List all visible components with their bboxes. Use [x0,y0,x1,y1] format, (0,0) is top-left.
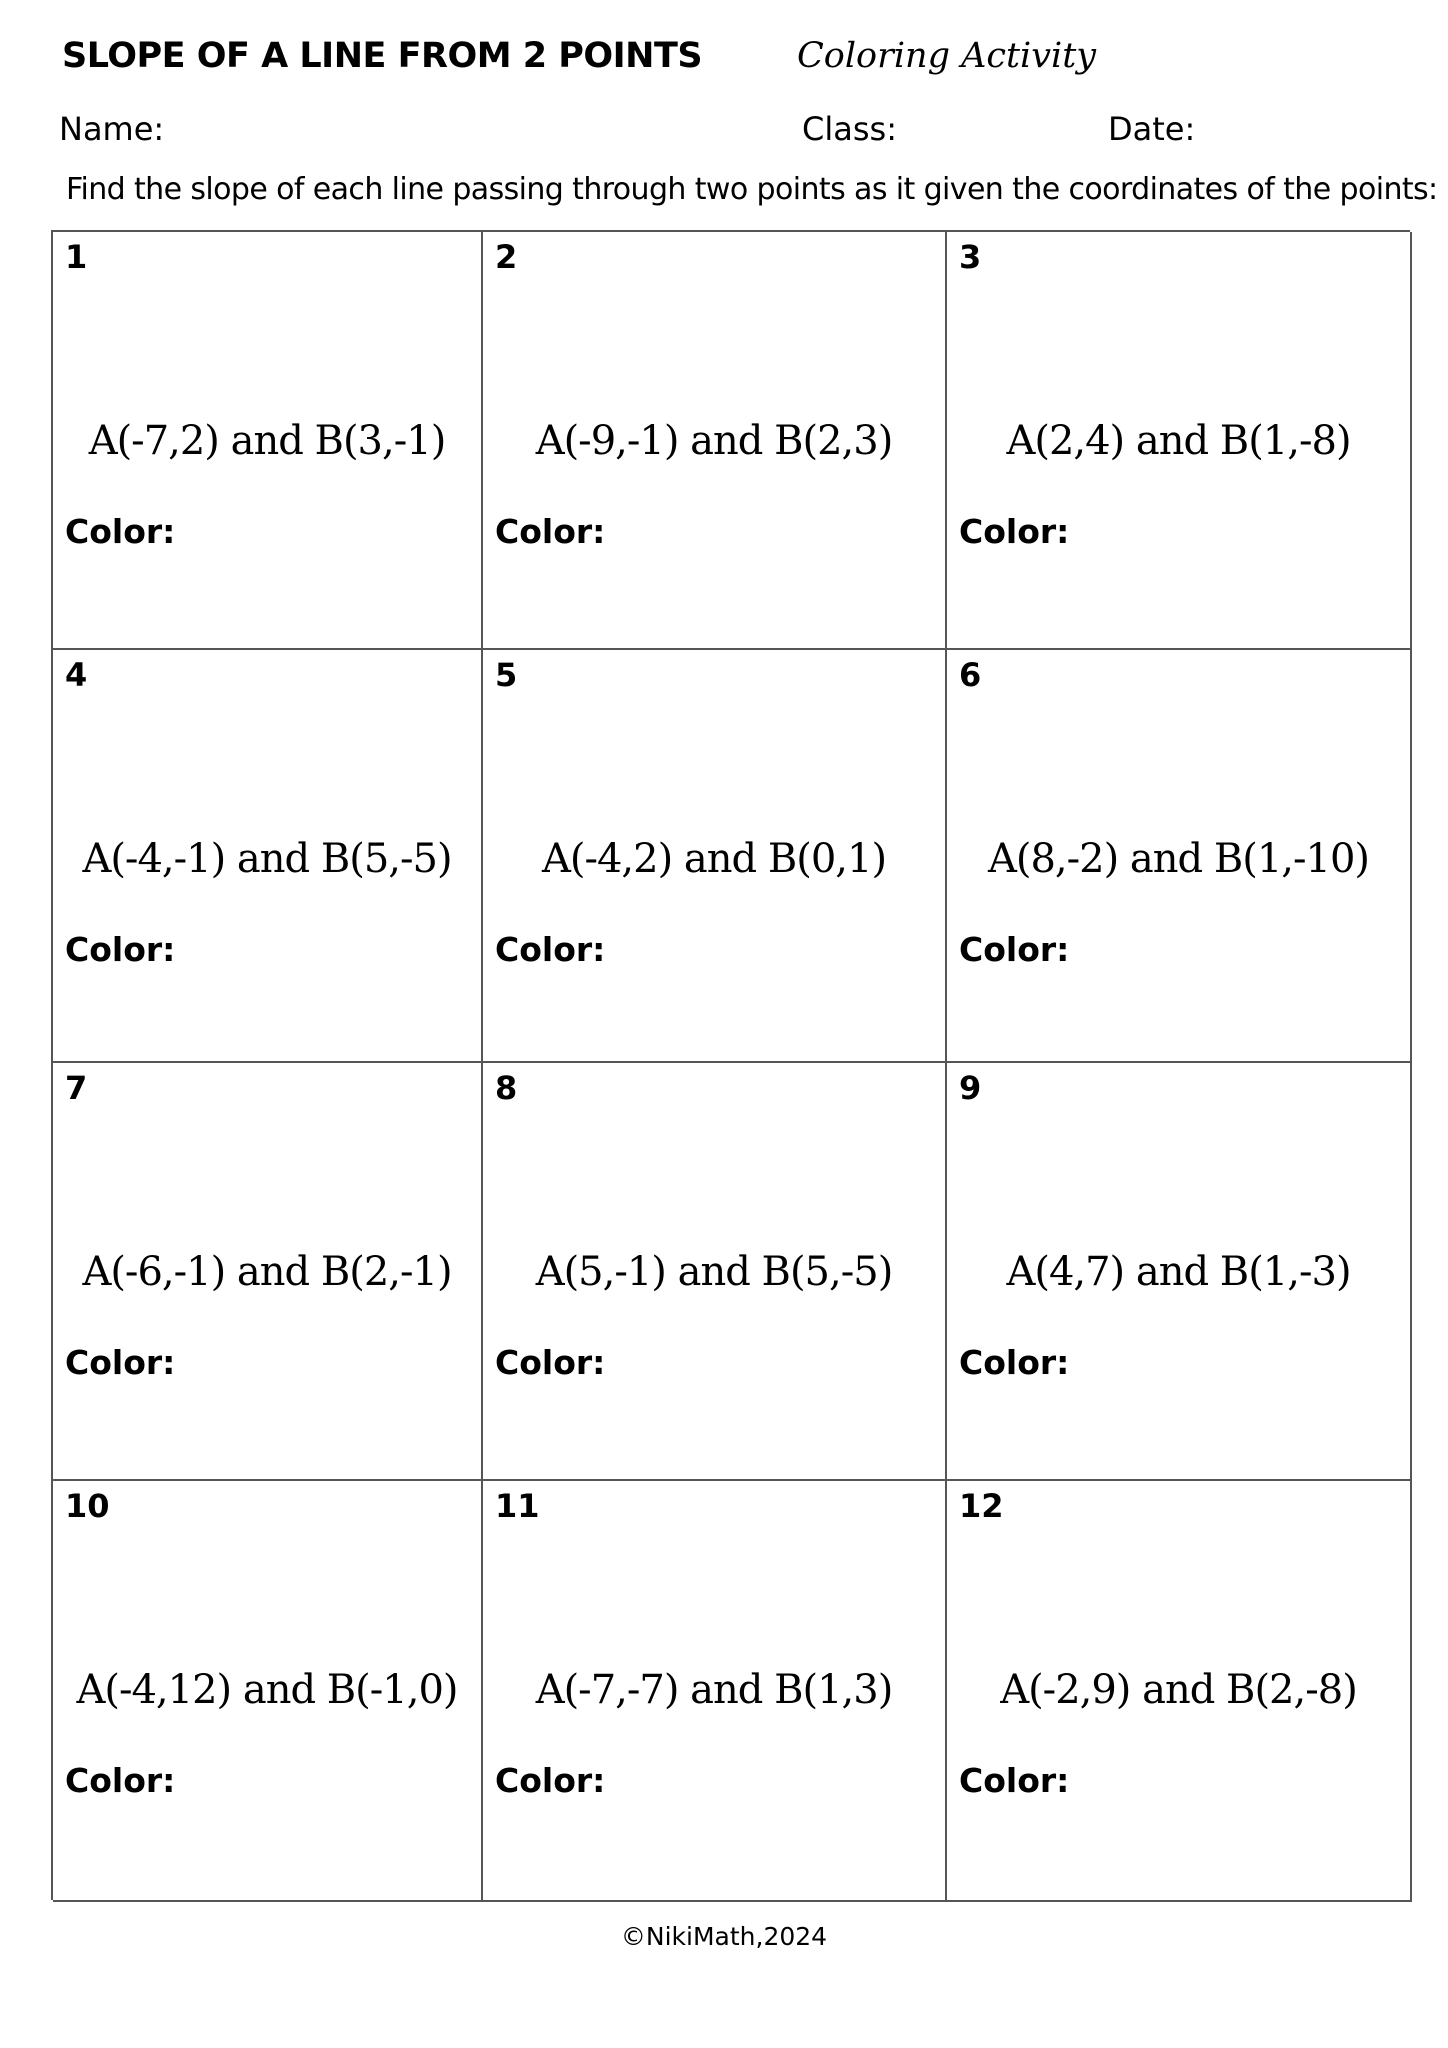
problem-points: A(5,-1) and B(5,-5) [535,1249,893,1295]
problem-points: A(8,-2) and B(1,-10) [987,836,1370,882]
color-label: Color: [65,930,176,969]
color-label: Color: [495,1343,606,1382]
color-label: Color: [65,1761,176,1800]
problem-cell-6 [947,650,1412,1063]
problem-cell-3 [947,232,1412,650]
problem-number: 7 [65,1069,88,1107]
problem-points: A(2,4) and B(1,-8) [1006,418,1351,464]
problem-cell-11 [483,1481,947,1902]
class-label: Class: [802,110,897,148]
problem-points: A(-7,-7) and B(1,3) [535,1667,893,1713]
problem-cell-9 [947,1063,1412,1481]
problem-points: A(-7,2) and B(3,-1) [88,418,446,464]
problem-number: 1 [65,238,88,276]
problem-points: A(-4,2) and B(0,1) [541,836,887,882]
problem-cell-8 [483,1063,947,1481]
color-label: Color: [959,1761,1070,1800]
problem-points: A(-6,-1) and B(2,-1) [82,1249,452,1295]
date-label: Date: [1108,110,1196,148]
problem-number: 11 [495,1487,540,1525]
color-label: Color: [65,1343,176,1382]
color-label: Color: [959,1343,1070,1382]
problem-points: A(-4,-1) and B(5,-5) [82,836,452,882]
name-label: Name: [59,110,165,148]
problem-cell-7 [53,1063,483,1481]
problem-cell-10 [53,1481,483,1902]
problem-cell-5 [483,650,947,1063]
problem-number: 2 [495,238,518,276]
problem-number: 8 [495,1069,518,1107]
color-label: Color: [495,512,606,551]
problem-points: A(-2,9) and B(2,-8) [1000,1667,1357,1713]
problem-cell-12 [947,1481,1412,1902]
problem-cell-2 [483,232,947,650]
color-label: Color: [65,512,176,551]
problem-number: 3 [959,238,982,276]
problem-number: 5 [495,656,518,694]
color-label: Color: [959,512,1070,551]
problem-cell-4 [53,650,483,1063]
problem-number: 12 [959,1487,1004,1525]
problem-cell-1 [53,232,483,650]
color-label: Color: [495,930,606,969]
subtitle: Coloring Activity [797,36,1097,76]
problem-grid [51,230,1410,1900]
color-label: Color: [959,930,1070,969]
problem-number: 9 [959,1069,982,1107]
color-label: Color: [495,1761,606,1800]
copyright-footer: ©NikiMath,2024 [620,1922,828,1951]
instructions: Find the slope of each line passing through two points as it given the coordinates of the points: [66,172,1438,207]
problem-number: 4 [65,656,88,694]
problem-number: 10 [65,1487,110,1525]
problem-points: A(-9,-1) and B(2,3) [535,418,893,464]
page-title: SLOPE OF A LINE FROM 2 POINTS [62,36,703,76]
problem-points: A(4,7) and B(1,-3) [1006,1249,1351,1295]
problem-number: 6 [959,656,982,694]
problem-points: A(-4,12) and B(-1,0) [76,1667,458,1713]
